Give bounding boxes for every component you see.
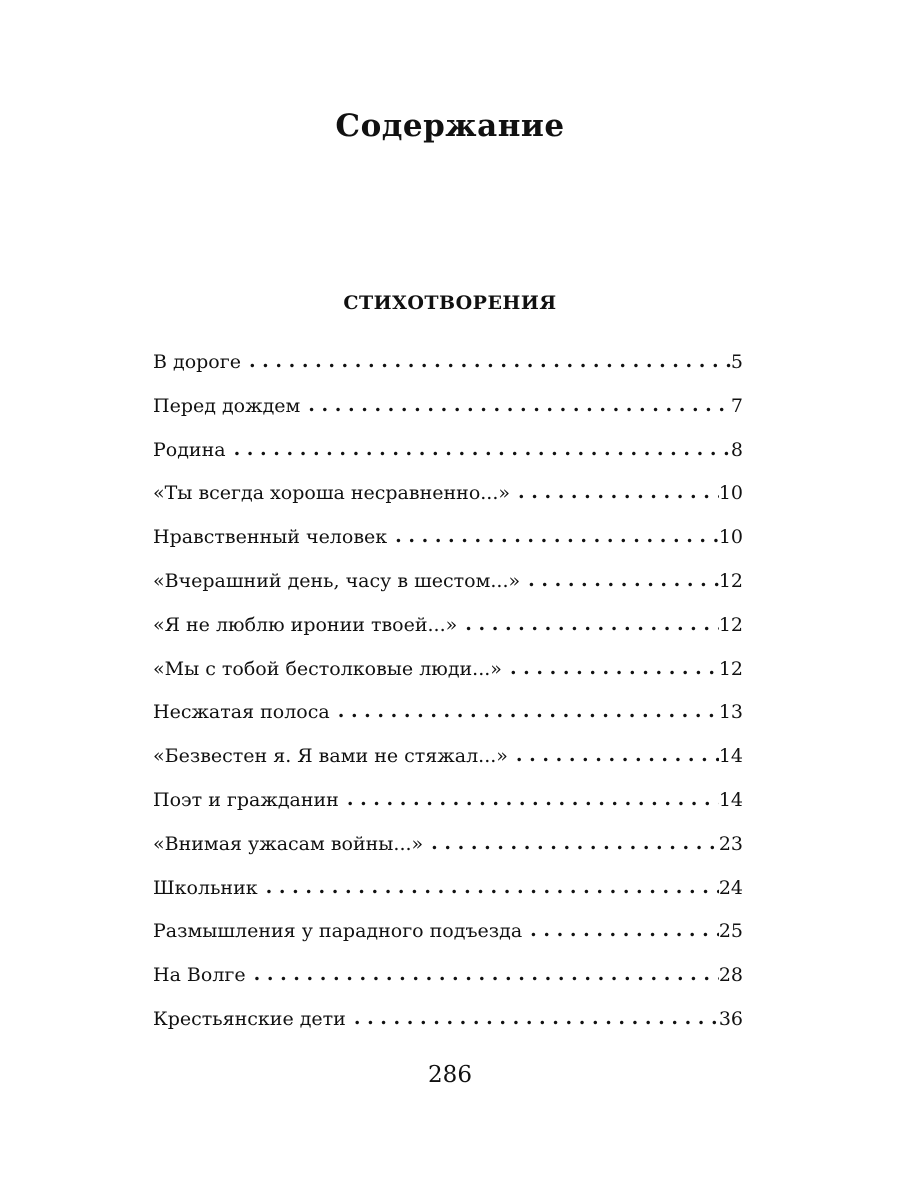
toc-entry (153, 344, 743, 388)
toc-entry (153, 475, 743, 519)
toc-entry-title: Перед дождем (153, 394, 301, 417)
toc-entry (153, 870, 743, 914)
dot-leader (266, 869, 719, 905)
toc-entry-title: «Внимая ужасам войны...» (153, 832, 424, 855)
dot-leader (516, 737, 719, 773)
toc-entry-page: 7 (730, 394, 743, 417)
dot-leader (530, 912, 719, 948)
toc-entry-title: На Волге (153, 964, 246, 987)
toc-entry (153, 957, 743, 1001)
toc-entry-title: Несжатая полоса (153, 701, 330, 724)
toc-entry (153, 738, 743, 782)
toc-entry-title: «Безвестен я. Я вами не стяжал...» (153, 745, 508, 768)
toc-entry-title: «Я не люблю иронии твоей...» (153, 613, 458, 636)
toc-entry (153, 563, 743, 607)
toc-entry-title: «Ты всегда хороша несравненно...» (153, 482, 511, 505)
toc-entry-page: 12 (718, 569, 743, 592)
dot-leader (395, 518, 719, 554)
toc-entry-title: «Вчерашний день, часу в шестом...» (153, 569, 521, 592)
toc-entry (153, 651, 743, 695)
toc-entry-page: 25 (718, 920, 743, 943)
toc-entry-page: 10 (718, 526, 743, 549)
toc-entry-title: Школьник (153, 876, 258, 899)
toc-entry-page: 28 (718, 964, 743, 987)
dot-leader (528, 562, 719, 598)
toc-entry (153, 1001, 743, 1045)
dot-leader (431, 825, 719, 861)
toc-entry-title: Нравственный человек (153, 526, 388, 549)
dot-leader (338, 693, 719, 729)
toc-entry (153, 826, 743, 870)
toc-entry (153, 913, 743, 957)
toc-entry-page: 12 (718, 657, 743, 680)
toc-entry-title: Крестьянские дети (153, 1007, 346, 1030)
toc-entry-page: 8 (730, 438, 743, 461)
toc-entry (153, 782, 743, 826)
toc-entry (153, 519, 743, 563)
toc-entry-page: 12 (718, 613, 743, 636)
dot-leader (510, 650, 719, 686)
dot-leader (465, 606, 719, 642)
toc-entry-title: Поэт и гражданин (153, 788, 339, 811)
page-title: Содержание (335, 108, 565, 144)
dot-leader (347, 781, 719, 817)
toc-entry (153, 432, 743, 476)
dot-leader (234, 431, 731, 467)
toc-entry-page: 36 (718, 1007, 743, 1030)
toc-entry (153, 607, 743, 651)
toc-entry-title: В дороге (153, 351, 241, 373)
toc-entry-title: «Мы с тобой бестолковые люди...» (153, 657, 502, 680)
toc-entry-page: 14 (718, 745, 743, 768)
page-number: 286 (428, 1062, 472, 1088)
toc-entry-page: 14 (718, 788, 743, 811)
dot-leader (518, 474, 719, 510)
dot-leader (354, 1000, 719, 1036)
toc-entry-page: 10 (718, 482, 743, 505)
toc-entry-page: 24 (718, 876, 743, 899)
toc-entry-page: 23 (718, 832, 743, 855)
dot-leader (254, 956, 719, 992)
toc-entry-page: 5 (730, 351, 743, 373)
toc-entry-title: Размышления у парадного подъезда (153, 920, 523, 943)
toc-entry-page: 13 (718, 701, 743, 724)
toc-entry-title: Родина (153, 438, 226, 461)
section-title: СТИХОТВОРЕНИЯ (343, 292, 557, 314)
toc-entry (153, 388, 743, 432)
table-of-contents (153, 344, 743, 1045)
dot-leader (308, 387, 731, 423)
dot-leader (249, 343, 731, 379)
toc-entry (153, 694, 743, 738)
